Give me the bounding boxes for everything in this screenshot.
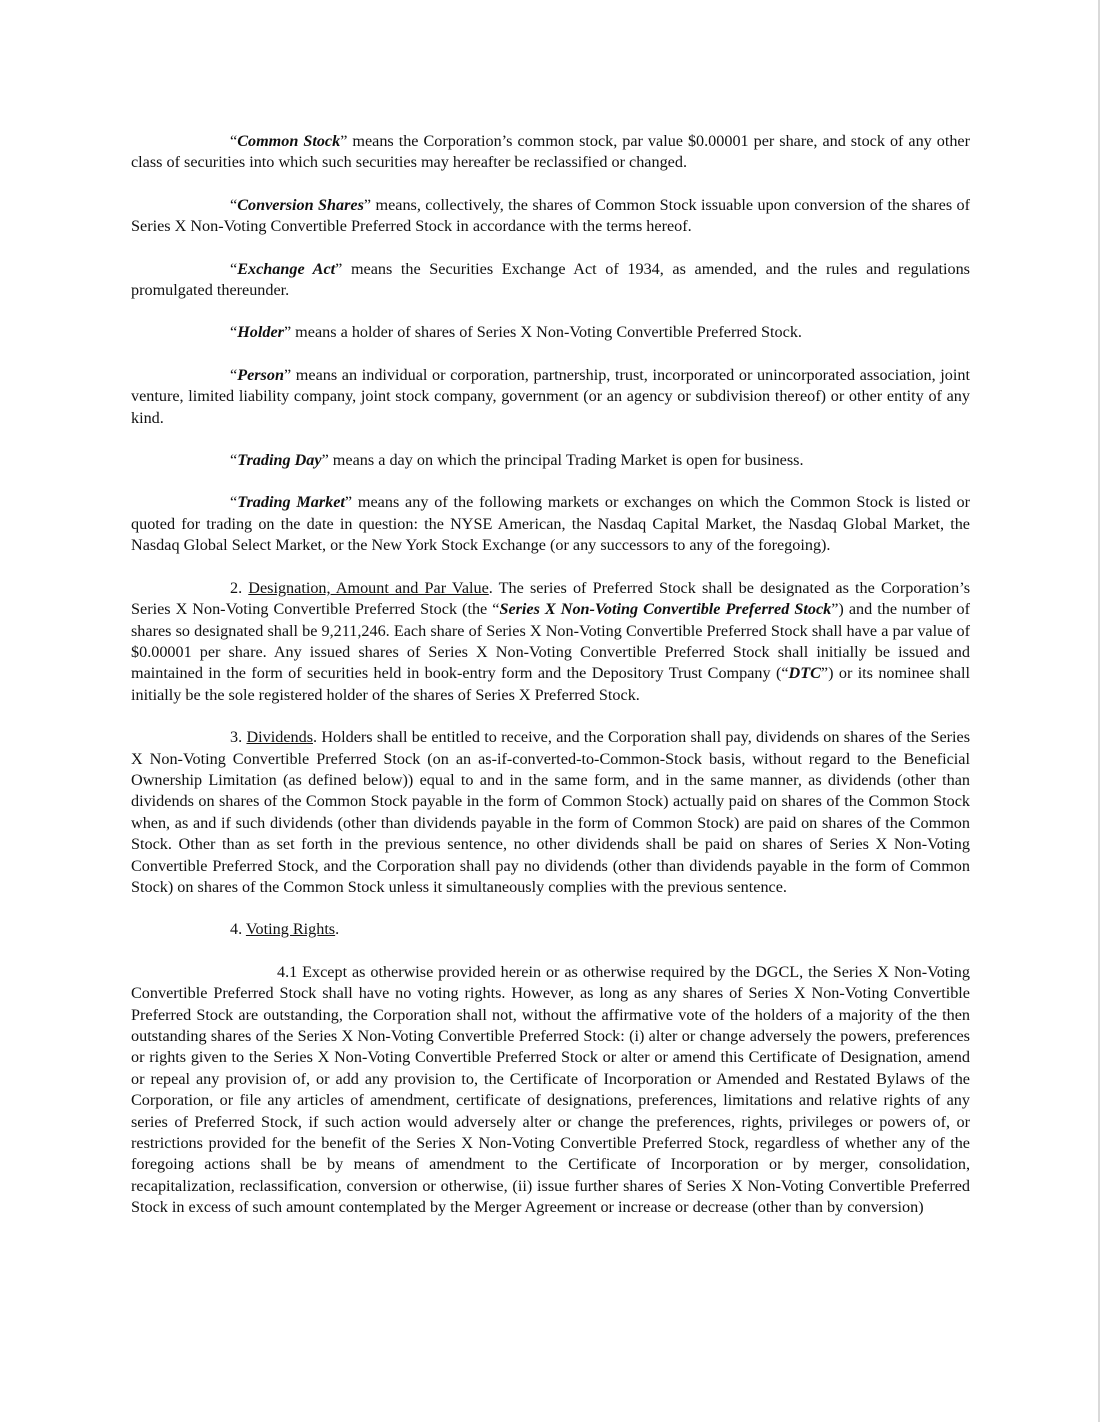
section-4-voting-rights <box>131 919 970 940</box>
section-text: . Holders shall be entitled to receive, and the Corporation shall pay, dividends on shares of the Series X Non-Voting Convertible Preferred Stock (on an as-if-converted-to-Common-Stock basis, without regard to the Beneficial Ownership Limitation (as defined below)) equal to and in the same form, and in the same manner, as dividends (other than dividends on shares of the Common Stock payable in the form of Common Stock) actually paid on shares of the Common Stock when, as and if such dividends (other than dividends payable in the form of Common Stock) are paid on shares of the Common Stock. Other than as set forth in the previous sentence, no other dividends shall be paid on shares of Series X Non-Voting Convertible Preferred Stock, and the Corporation shall pay no dividends (other than dividends payable in the form of Common Stock) on shares of the Common Stock unless it simultaneously complies with the previous sentence. <box>131 728 971 896</box>
quote-open: “ <box>230 365 238 384</box>
section-heading: Designation, Amount and Par Value <box>248 578 489 597</box>
definition-conversion-shares <box>131 195 970 238</box>
quote-open: “ <box>230 493 238 512</box>
defined-term: Trading Day <box>237 451 322 470</box>
document-body <box>131 131 970 1219</box>
definition-text: ” means a day on which the principal Trading Market is open for business. <box>321 451 804 470</box>
section-number: 4. <box>230 920 246 939</box>
quote-open: “ <box>230 195 238 214</box>
quote-open: “ <box>230 259 238 278</box>
defined-term: Common Stock <box>237 132 341 150</box>
defined-term: Trading Market <box>237 493 345 512</box>
definition-exchange-act <box>131 259 970 302</box>
defined-term: Person <box>237 365 284 384</box>
definition-common-stock <box>131 131 970 174</box>
section-text: ”) and the number of shares so designated shall be 9,211,246. Each share of Series X Non-Voting Convertible Preferred Stock shall have a par value of $0.00001 per share. Any issued shares of Series X Non-Voting Convertible Preferred Stock shall initially be issued and maintained in the form of securities held in book-entry form and the Depository Trust Company (“ <box>131 600 970 683</box>
section-3-dividends <box>131 727 970 898</box>
defined-term: Holder <box>237 323 284 342</box>
definition-text: ” means a holder of shares of Series X Non-Voting Convertible Preferred Stock. <box>283 323 802 342</box>
section-heading: Voting Rights <box>245 920 336 939</box>
definition-trading-market <box>131 492 970 556</box>
defined-term: Conversion Shares <box>237 195 364 214</box>
subsection-4-1 <box>131 962 970 1219</box>
section-number: 2. <box>230 578 249 597</box>
quote-open: “ <box>230 323 238 342</box>
section-text: ”) or its nominee shall initially be the sole registered holder of the shares of Series X Preferred Stock. <box>131 664 971 704</box>
defined-term: DTC <box>788 664 821 683</box>
section-heading: Dividends <box>246 728 313 747</box>
definition-text: ” means the Securities Exchange Act of 1934, as amended, and the rules and regulations promulgated thereunder. <box>131 259 970 300</box>
definition-text: ” means, collectively, the shares of Common Stock issuable upon conversion of the shares of Series X Non-Voting Convertible Preferred Stock in accordance with the terms hereof. <box>131 195 971 236</box>
section-text: . The series of Preferred Stock shall be designated as the Corporation’s Series X Non-Voting Convertible Preferred Stock (the “ <box>131 578 970 619</box>
section-period: . <box>335 920 340 939</box>
definition-person <box>131 365 970 429</box>
defined-term: Exchange Act <box>237 259 336 278</box>
definition-text: ” means any of the following markets or exchanges on which the Common Stock is listed or quoted for trading on the date in question: the NYSE American, the Nasdaq Capital Market, the Nasdaq Global Market, the Nasdaq Global Select Market, or the New York Stock Exchange (or any successors to any of the foregoing). <box>131 493 970 555</box>
definition-holder <box>131 322 970 343</box>
quote-open: “ <box>230 132 238 150</box>
definition-trading-day <box>131 450 970 471</box>
subsection-text: 4.1 Except as otherwise provided herein or as otherwise required by the DGCL, the Series X Non-Voting Convertible Preferred Stock shall have no voting rights. However, as long as any shares of Series X Non-Voting Convertible Preferred Stock are outstanding, the Corporation shall not, without the affirmative vote of the holders of a majority of the then outstanding shares of the Series X Non-Voting Convertible Preferred Stock: (i) alter or change adversely the powers, preferences or rights given to the Series X Non-Voting Convertible Preferred Stock or alter or amend this Certificate of Designation, amend or repeal any provision of, or add any provision to, the Certificate of Incorporation or Amended and Restated Bylaws of the Corporation, or file any articles of amendment, certificate of designations, preferences, limitations and relative rights of any series of Preferred Stock, if such action would adversely alter or change the preferences, rights, privileges or powers of, or restrictions provided for the benefit of the Series X Non-Voting Convertible Preferred Stock, regardless of whether any of the foregoing actions shall be by means of amendment to the Certificate of Incorporation or by merger, consolidation, recapitalization, reclassification, conversion or otherwise, (ii) issue further shares of Series X Non-Voting Convertible Preferred Stock in excess of such amount contemplated by the Merger Agreement or increase or decrease (other than by conversion) <box>131 962 970 1217</box>
section-number: 3. <box>230 728 247 747</box>
quote-open: “ <box>230 451 238 470</box>
definition-text: ” means an individual or corporation, partnership, trust, incorporated or unincorporated association, joint venture, limited liability company, joint stock company, government (or an agency or subdivision thereof) or other entity of any kind. <box>131 365 970 427</box>
defined-term: Series X Non-Voting Convertible Preferred Stock <box>499 600 832 619</box>
definition-text: ” means the Corporation’s common stock, par value $0.00001 per share, and stock of any other class of securities into which such securities may hereafter be reclassified or changed. <box>131 132 971 172</box>
section-2-designation <box>131 578 970 706</box>
